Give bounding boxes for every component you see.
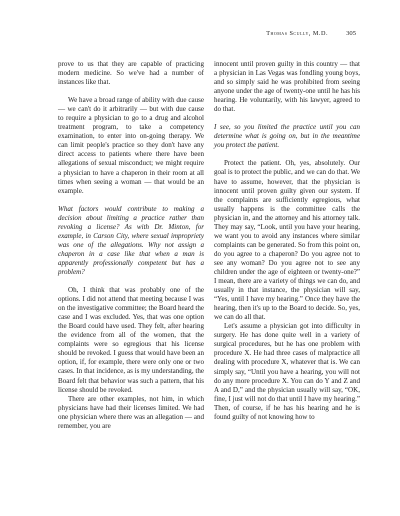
page-number: 305	[346, 30, 356, 37]
paragraph: Protect the patient. Oh, yes, absolutely. Our goal is to protect the public, and we can do that. We have to assume, however, that the physician is innocent until proven guilty given our system. If the complaints are sufficiently egregious, what usually happens is the committee calls the physician in, and the attorney and his attorney talk. They may say, “Look, until you have your hearing, we want you to avoid any instances where similar complaints can be generated. So from this point on, do you agree to a chaperon? Do you agree not to see any woman? Do you agree not to see any children under the age of eighteen or twenty-one?” I mean, there are a variety of things we can do, and usually in that instance, the physician will say, “Yes, until I have my hearing.” Once they have the hearing, then it's up to the Board to decide. So, yes, we can do all that.	[214, 159, 360, 322]
paragraph: innocent until proven guilty in this country — that a physician in Las Vegas was fondling young boys, and so simply said he was prohibited from seeing anyone under the age of twenty-one until he has his hearing. He voluntarily, with his lawyer, agreed to do that.	[214, 60, 360, 114]
interview-question: I see, so you limited the practice until you can determine what is going on, but in the meantime you protect the patient.	[214, 123, 360, 150]
paragraph: There are other examples, not him, in which physicians have had their licenses limited. We had one physician where there was an allegation — and remember, you are	[58, 394, 204, 430]
page-header	[44, 30, 356, 40]
paragraph: Let's assume a physician got into difficulty in surgery. He has done quite well in a variety of surgical procedures, but he has one problem with procedure X. He had three cases of malpractice all dealing with procedure X, whatever that is. We can simply say, “Until you have a hearing, you will not do any more procedure X. You can do Y and Z and A and D,” and the physician usually will say, “OK, fine, I just will not do that until I have my hearing.” Then, of course, if he has his hearing and he is found guilty of not knowing how to	[214, 322, 360, 421]
right-column	[214, 60, 360, 422]
running-head: Thomas Scully, M.D.	[266, 30, 328, 37]
paragraph: Oh, I think that was probably one of the options. I did not attend that meeting because I was on the investigative committee; the Board heard the case and I was excluded. Yes, that was one option the Board could have used. They felt, after hearing the evidence from all of the women, that the complaints were so egregious that his license should be revoked. I guess that would have been an option, if, for example, there were only one or two cases. In that incidence, as is my understanding, the Board felt that behavior was such a pattern, that his license should be revoked.	[58, 286, 204, 394]
paragraph: We have a broad range of ability with due cause — we can't do it arbitrarily — but with due cause to require a physician to go to a drug and alcohol treatment program, to take a competency examination, to enter into on-going therapy. We can limit people's practice so they don't have any direct access to patients where there have been allegations of sexual misconduct; we might require a physician to have a chaperon in their room at all times when seeing a woman — that would be an example.	[58, 96, 204, 195]
left-column	[58, 60, 204, 431]
paragraph: prove to us that they are capable of practicing modern medicine. So we've had a number of instances like that.	[58, 60, 204, 87]
interview-question: What factors would contribute to making a decision about limiting a practice rather than revoking a license? As with Dr. Minton, for example, in Carson City, where sexual impropriety was one of the allegations. Why not assign a chaperon in a case like that when a man is apparently professionally competent but has a problem?	[58, 204, 204, 276]
